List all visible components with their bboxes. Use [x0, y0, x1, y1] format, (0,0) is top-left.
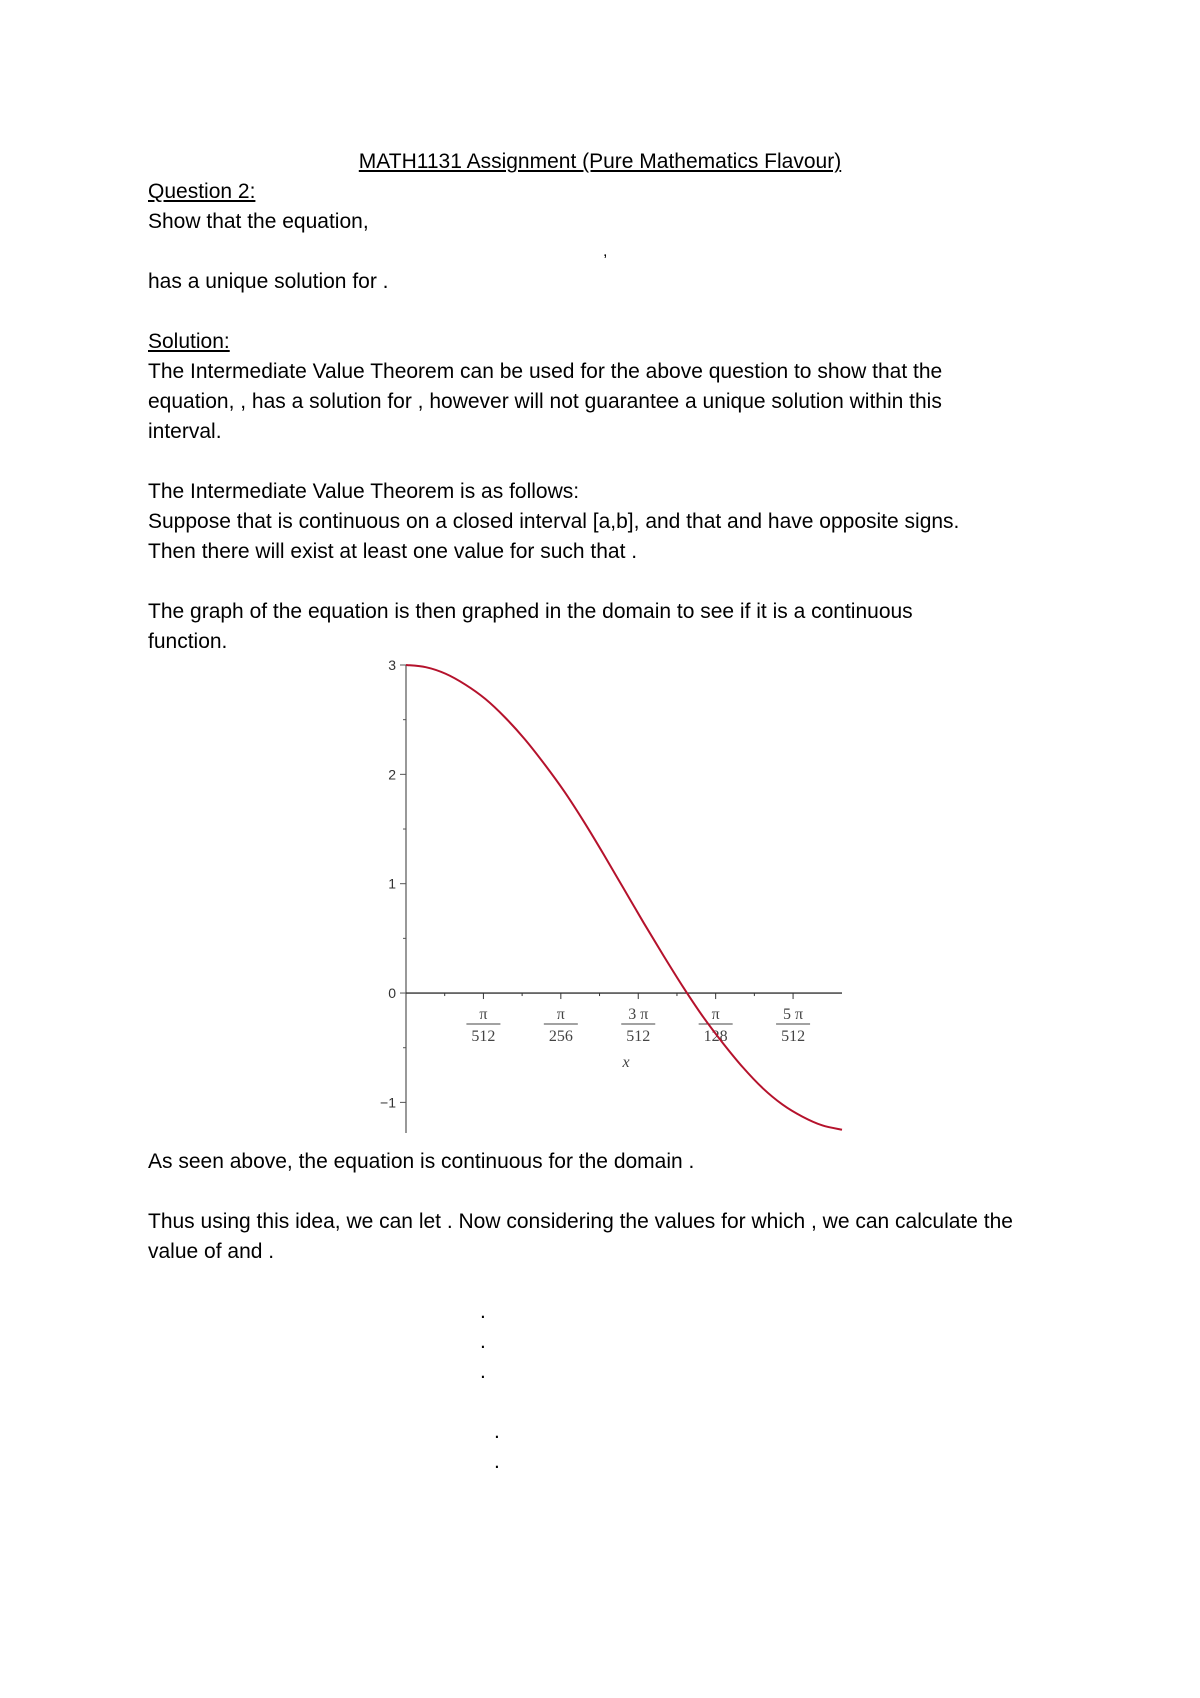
- question-text: Show that the equation,: [148, 210, 369, 233]
- dot: .: [494, 1420, 500, 1443]
- x-tick-denominator: 512: [626, 1028, 651, 1046]
- dot: .: [480, 1300, 486, 1323]
- x-tick-numerator: π: [479, 1006, 488, 1024]
- y-tick-label: 3: [388, 657, 396, 673]
- paragraph-line: Suppose that is continuous on a closed interval [a,b], and that and have opposite signs.: [148, 510, 960, 533]
- paragraph-line: As seen above, the equation is continuous for the domain .: [148, 1150, 695, 1173]
- x-tick-numerator: 3 π: [628, 1006, 649, 1024]
- paragraph-line: The Intermediate Value Theorem can be used for the above question to show that the: [148, 360, 943, 383]
- x-tick-denominator: 128: [703, 1028, 728, 1046]
- page-title: MATH1131 Assignment (Pure Mathematics Flavour): [358, 150, 842, 173]
- x-tick-numerator: π: [556, 1006, 565, 1024]
- paragraph-line: The graph of the equation is then graphed in the domain to see if it is a continuous: [148, 600, 913, 623]
- paragraph-line: Thus using this idea, we can let . Now considering the values for which , we can calculate the: [148, 1210, 1013, 1233]
- dot: .: [480, 1360, 486, 1383]
- solution-heading: Solution:: [148, 330, 230, 353]
- dot: .: [480, 1330, 486, 1353]
- question-text-2: has a unique solution for .: [148, 270, 389, 293]
- y-tick-label: 2: [388, 766, 396, 783]
- x-tick-numerator: π: [711, 1006, 720, 1024]
- x-tick-denominator: 256: [548, 1028, 573, 1046]
- x-tick-numerator: 5 π: [783, 1006, 804, 1024]
- y-tick-label: 1: [388, 875, 396, 892]
- question-comma: ,: [603, 243, 608, 260]
- paragraph-line: value of and .: [148, 1240, 275, 1263]
- x-tick-denominator: 512: [471, 1028, 496, 1046]
- y-tick-label: −1: [380, 1094, 396, 1111]
- paragraph-line: The Intermediate Value Theorem is as follows:: [148, 480, 580, 503]
- x-tick-denominator: 512: [781, 1028, 806, 1046]
- function-graph: [360, 655, 860, 1145]
- paragraph-line: function.: [148, 630, 228, 653]
- question-heading: Question 2:: [148, 180, 256, 203]
- paragraph-line: Then there will exist at least one value for such that .: [148, 540, 638, 563]
- paragraph-line: equation, , has a solution for , however will not guarantee a unique solution within this: [148, 390, 942, 413]
- paragraph-line: interval.: [148, 420, 222, 443]
- dot: .: [494, 1450, 500, 1473]
- x-axis-label: x: [622, 1054, 630, 1071]
- y-tick-label: 0: [388, 985, 396, 1002]
